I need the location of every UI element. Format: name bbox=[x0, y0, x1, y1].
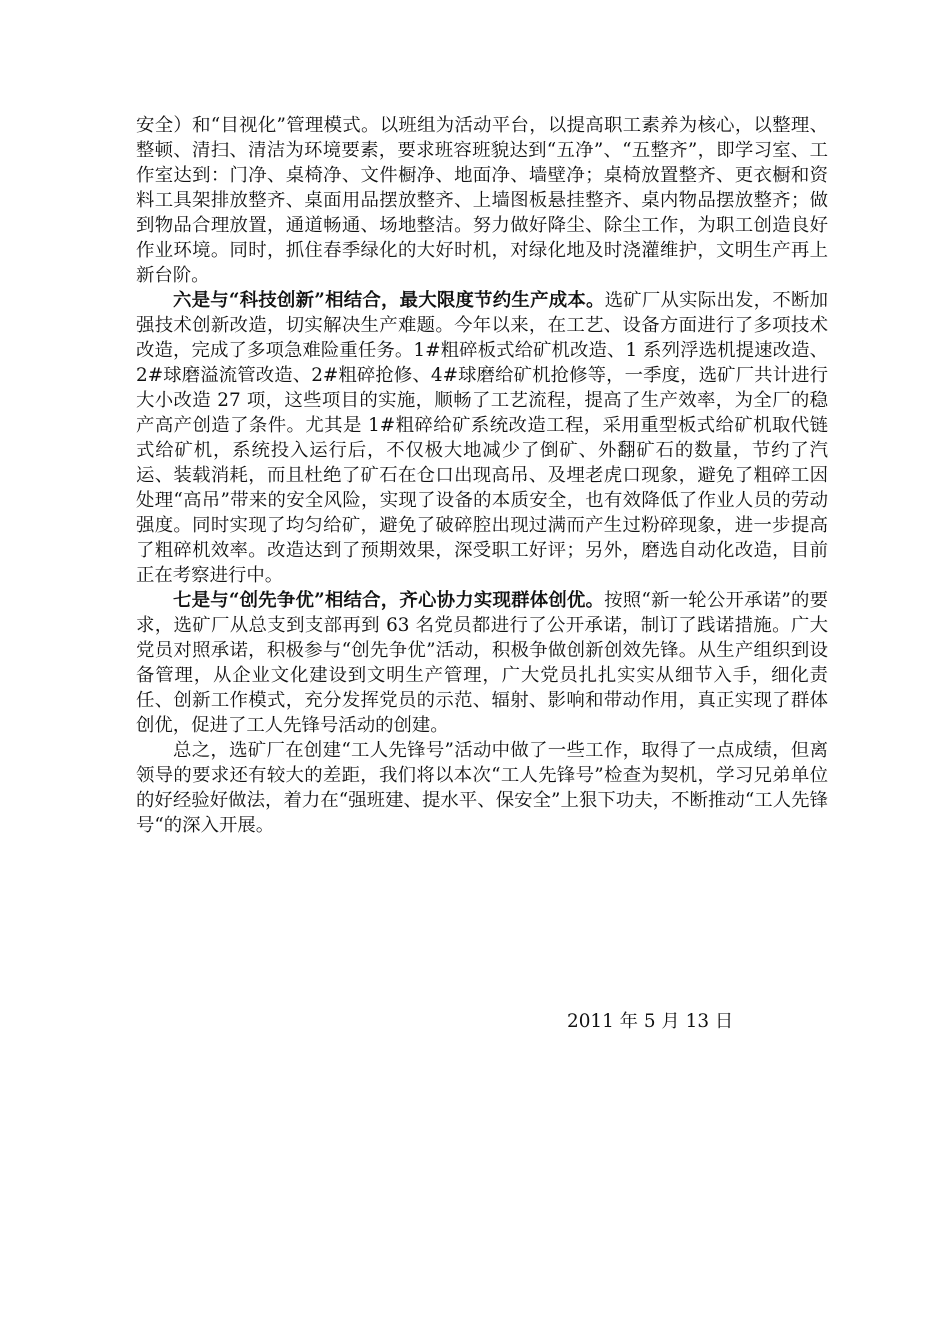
paragraph-excellence bbox=[136, 588, 828, 738]
paragraph-5s-management bbox=[136, 113, 828, 288]
paragraph-text: 安全）和“目视化”管理模式。以班组为活动平台，以提高职工素养为核心，以整理、整顿、清扫、清洁为环境要素，要求班容班貌达到“五净”、“五整齐”，即学习室、工作室达到：门净、桌椅净、文件橱净、地面净、墙壁净；桌椅放置整齐、更衣橱和资料工具架排放整齐、桌面用品摆放整齐、上墙图板悬挂整齐、桌内物品摆放整齐；做到物品合理放置，通道畅通、场地整洁。努力做好降尘、除尘工作，为职工创造良好作业环境。同时，抓住春季绿化的大好时机，对绿化地及时浇灌维护，文明生产再上新台阶。 bbox=[136, 115, 828, 286]
document-body bbox=[136, 113, 828, 838]
paragraph-tech-innovation bbox=[136, 288, 828, 588]
paragraph-text: 按照“新一轮公开承诺”的要求，选矿厂从总支到支部再到 63 名党员都进行了公开承诺，制订了践诺措施。广大党员对照承诺，积极参与“创先争优”活动，积极争做创新创效先锋。从生产组织到设备管理，从企业文化建设到文明生产管理，广大党员扎扎实实从细节入手，细化责任、创新工作模式，充分发挥党员的示范、辐射、影响和带动作用，真正实现了群体创优，促进了工人先锋号活动的创建。 bbox=[136, 590, 828, 736]
paragraph-text: 选矿厂从实际出发，不断加强技术创新改造，切实解决生产难题。今年以来，在工艺、设备方面进行了多项技术改造，完成了多项急难险重任务。1#粗碎板式给矿机改造、1 系列浮选机提速改造、2#球磨溢流管改造、2#粗碎抢修、4#球磨给矿机抢修等，一季度，选矿厂共计进行大小改造 27 项，这些项目的实施，顺畅了工艺流程，提高了生产效率，为全厂的稳产高产创造了条件。尤其是 1#粗碎给矿系统改造工程，采用重型板式给矿机取代链式给矿机，系统投入运行后，不仅极大地减少了倒矿、外翻矿石的数量，节约了汽运、装载消耗，而且杜绝了矿石在仓口出现高吊、及埋老虎口现象，避免了粗碎工因处理“高吊”带来的安全风险，实现了设备的本质安全，也有效降低了作业人员的劳动强度。同时实现了均匀给矿，避免了破碎腔出现过满而产生过粉碎现象，进一步提高了粗碎机效率。改造达到了预期效果，深受职工好评；另外，磨选自动化改造，目前正在考察进行中。 bbox=[136, 290, 828, 586]
paragraph-summary bbox=[136, 738, 828, 838]
paragraph-text: 总之，选矿厂在创建“工人先锋号”活动中做了一些工作，取得了一点成绩，但离领导的要求还有较大的差距，我们将以本次“工人先锋号”检查为契机，学习兄弟单位的好经验好做法，着力在“强班建、提水平、保安全”上狠下功夫，不断推动“工人先锋号“的深入开展。 bbox=[136, 740, 828, 836]
paragraph-lead-heading: 七是与“创先争优”相结合，齐心协力实现群体创优。 bbox=[173, 590, 605, 611]
paragraph-lead-heading: 六是与“科技创新”相结合，最大限度节约生产成本。 bbox=[173, 290, 605, 311]
document-date: 2011 年 5 月 13 日 bbox=[567, 1011, 734, 1032]
